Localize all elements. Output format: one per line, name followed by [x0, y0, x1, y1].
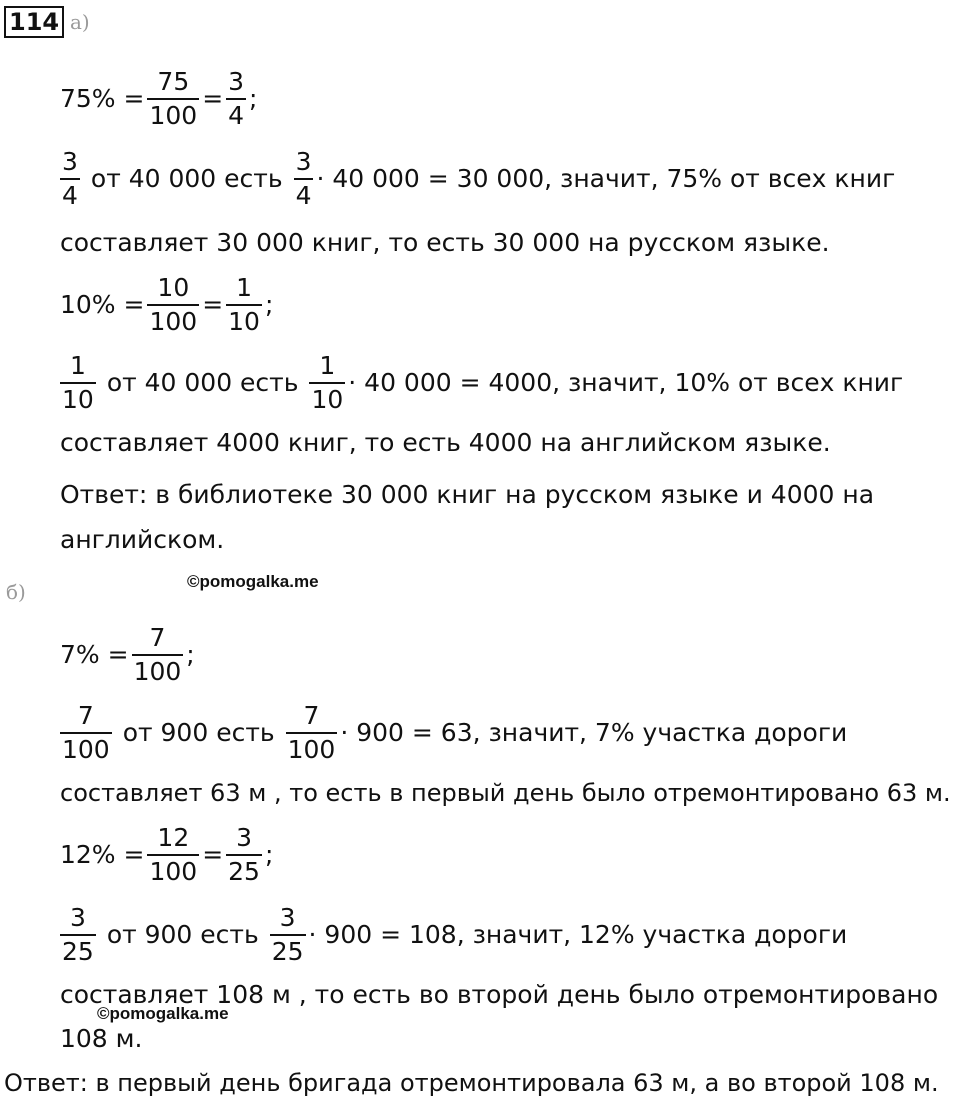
denominator: 100 — [149, 307, 198, 336]
part-a-line-2 — [60, 148, 895, 210]
text: от 900 есть — [106, 920, 259, 949]
text: от 40 000 есть — [106, 368, 299, 397]
fraction — [60, 148, 80, 210]
semicolon: ; — [186, 640, 195, 669]
denominator: 100 — [149, 857, 198, 886]
fraction — [60, 904, 96, 966]
denominator: 25 — [228, 857, 260, 886]
part-b-line-7: 108 м. — [60, 1024, 143, 1053]
lhs-text: 7% = — [60, 640, 129, 669]
part-a-line-4 — [60, 274, 273, 336]
text: · 40 000 = 30 000, значит, 75% от всех книг — [316, 164, 896, 193]
watermark: ©pomogalka.me — [97, 1004, 229, 1023]
problem-number: 114 — [4, 6, 64, 38]
part-b-line-5 — [60, 904, 847, 966]
numerator: 1 — [236, 273, 252, 302]
fraction — [60, 702, 112, 764]
lhs-text: 75% = — [60, 84, 145, 113]
semicolon: ; — [264, 840, 274, 869]
fraction — [226, 824, 262, 886]
part-a-line-6: составляет 4000 книг, то есть 4000 на английском языке. — [60, 428, 831, 457]
denominator: 4 — [295, 181, 312, 210]
denominator: 4 — [228, 101, 245, 130]
numerator: 7 — [149, 623, 166, 652]
text: от 900 есть — [122, 718, 275, 747]
denominator: 10 — [228, 307, 260, 336]
semicolon: ; — [264, 290, 274, 319]
equals-sign: = — [202, 290, 224, 319]
part-a-line-5 — [60, 352, 903, 414]
part-a-answer-line-2: английском. — [60, 525, 225, 554]
fraction — [147, 824, 199, 886]
part-b-line-3: составляет 63 м , то есть в первый день было отремонтировано 63 м. — [60, 779, 951, 807]
text: · 40 000 = 4000, значит, 10% от всех книг — [348, 368, 904, 397]
text: от 40 000 есть — [90, 164, 283, 193]
semicolon: ; — [249, 84, 258, 113]
denominator: 100 — [62, 735, 110, 764]
numerator: 3 — [62, 147, 78, 176]
part-a-answer-line-1: Ответ: в библиотеке 30 000 книг на русском языке и 4000 на — [60, 480, 875, 509]
fraction — [147, 68, 199, 130]
numerator: 3 — [69, 903, 86, 932]
part-b-line-4 — [60, 824, 273, 886]
equals-sign: = — [202, 84, 224, 113]
numerator: 3 — [295, 147, 312, 176]
lhs-text: 12% = — [60, 840, 145, 869]
denominator: 10 — [311, 385, 344, 414]
denominator: 25 — [62, 937, 94, 966]
fraction — [270, 904, 306, 966]
part-a-line-1 — [60, 68, 257, 130]
text: · 900 = 63, значит, 7% участка дороги — [340, 718, 848, 747]
part-a-label: а) — [70, 10, 90, 34]
part-b-line-1 — [60, 624, 195, 686]
fraction — [226, 274, 262, 336]
numerator: 12 — [157, 823, 190, 852]
part-b-answer: Ответ: в первый день бригада отремонтировала 63 м, а во второй 108 м. — [4, 1069, 939, 1097]
lhs-text: 10% = — [60, 290, 145, 319]
text: · 900 = 108, значит, 12% участка дороги — [308, 920, 848, 949]
denominator: 4 — [62, 181, 78, 210]
numerator: 10 — [157, 273, 190, 302]
watermark: ©pomogalka.me — [187, 572, 319, 591]
denominator: 10 — [62, 385, 94, 414]
fraction — [226, 68, 246, 130]
numerator: 7 — [303, 701, 320, 730]
fraction — [60, 352, 96, 414]
fraction — [294, 148, 314, 210]
part-b-label: б) — [6, 580, 26, 604]
numerator: 1 — [319, 351, 336, 380]
fraction — [286, 702, 338, 764]
part-b-line-2 — [60, 702, 847, 764]
denominator: 100 — [287, 735, 336, 764]
numerator: 3 — [279, 903, 296, 932]
numerator: 3 — [228, 67, 245, 96]
denominator: 100 — [149, 101, 198, 130]
numerator: 1 — [69, 351, 86, 380]
fraction — [132, 624, 184, 686]
fraction — [147, 274, 199, 336]
denominator: 100 — [133, 657, 182, 686]
part-a-line-3: составляет 30 000 книг, то есть 30 000 на русском языке. — [60, 228, 830, 257]
denominator: 25 — [271, 937, 304, 966]
equals-sign: = — [202, 840, 224, 869]
fraction — [309, 352, 345, 414]
numerator: 7 — [77, 701, 94, 730]
numerator: 3 — [236, 823, 252, 852]
numerator: 75 — [157, 67, 190, 96]
part-b-line-6: составляет 108 м , то есть во второй день было отремонтировано — [60, 980, 939, 1009]
